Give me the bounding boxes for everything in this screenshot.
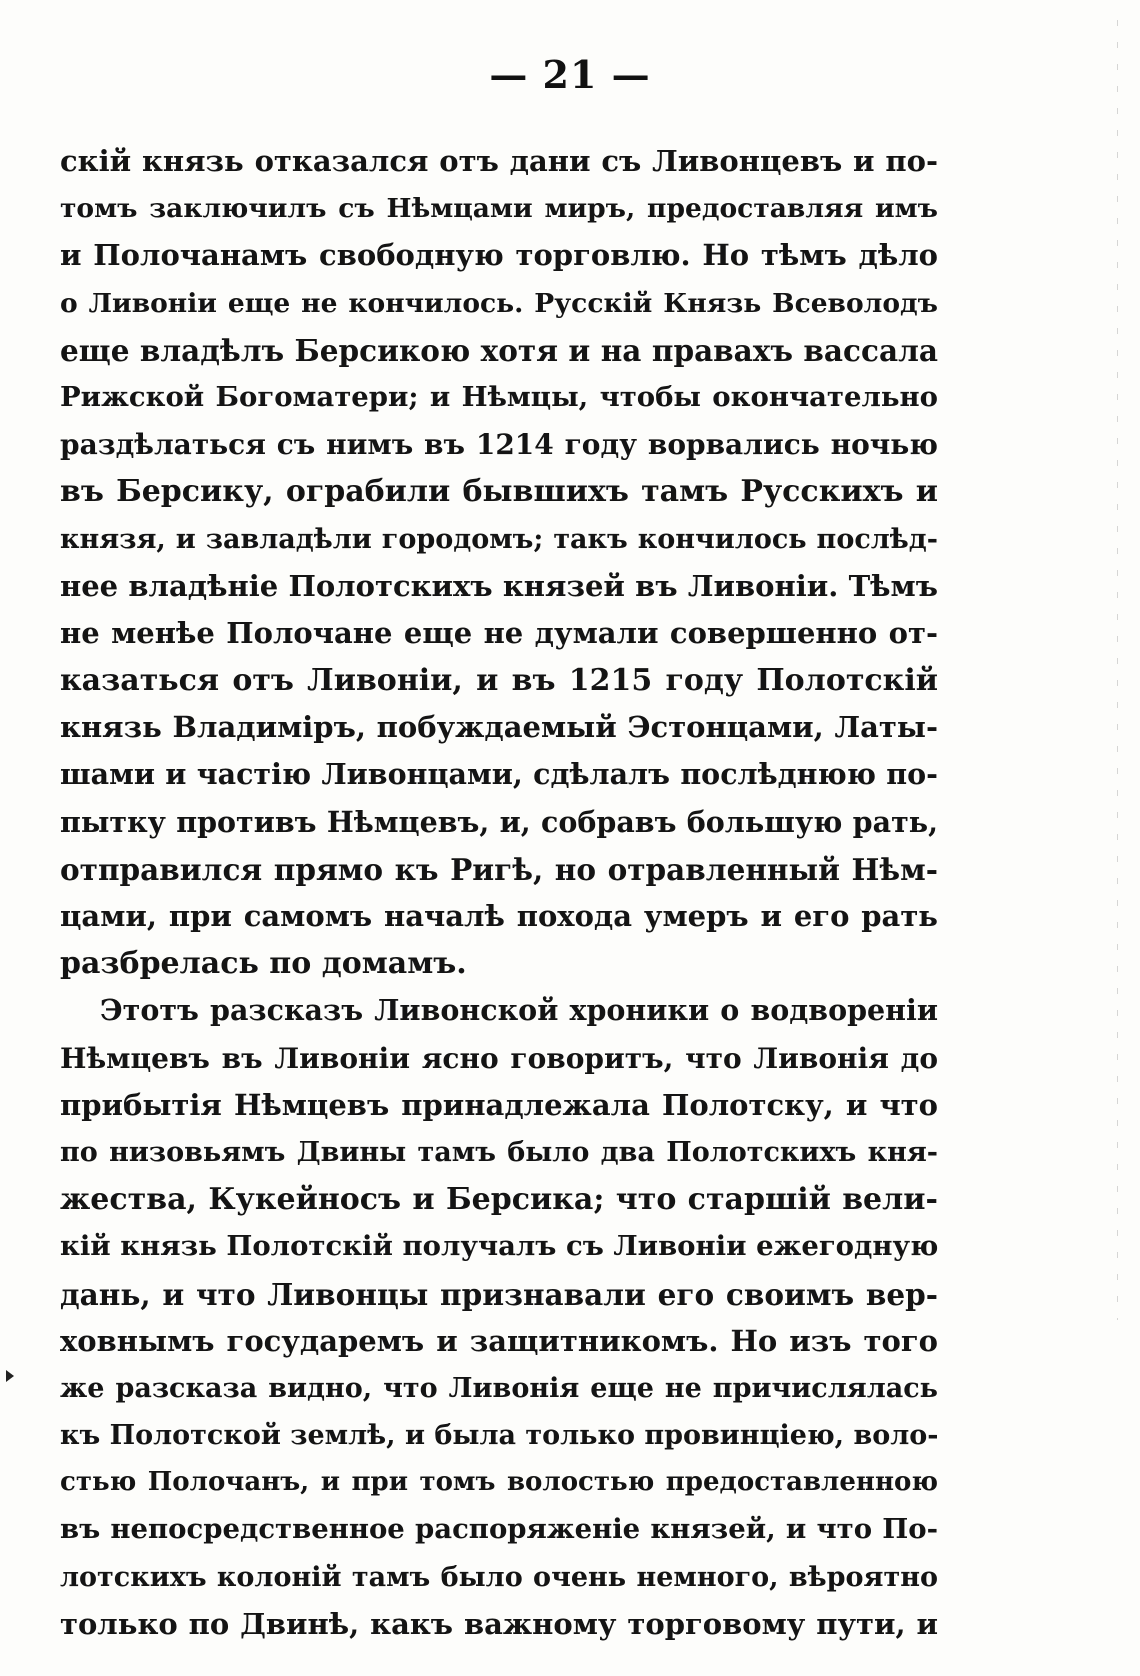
text-line: о Ливоніи еще не кончилось. Русскій Князь Всеволодъ [60,287,938,319]
text-line: еще владѣлъ Берсикою хотя и на правахъ вассала [60,332,938,368]
paragraph-first-line: Этотъ разсказъ Ливонской хроники о водвореніи [100,993,938,1028]
text-line: въ непосредственное распоряженіе князей, и что По- [60,1513,938,1546]
text-line: томъ заключилъ съ Нѣмцами миръ, предоставляя имъ [60,193,938,225]
text-line: въ Берсику, ограбили бывшихъ тамъ Русскихъ и [60,474,938,510]
text-line: и Полочанамъ свободную торговлю. Но тѣмъ дѣло [60,238,938,273]
text-line: князь Владиміръ, побуждаемый Эстонцами, Латы- [60,710,938,745]
text-line: лотскихъ колоній тамъ было очень немного, вѣроятно [60,1561,938,1593]
text-line: прибытія Нѣмцевъ принадлежала Полотску, и что [60,1087,938,1122]
text-line: цами, при самомъ началѣ похода умеръ и его рать [60,899,938,933]
text-line: Нѣмцевъ въ Ливоніи ясно говоритъ, что Ливонія до [60,1041,938,1075]
text-line: нее владѣніе Полотскихъ князей въ Ливоніи. Тѣмъ [60,568,938,603]
text-line: раздѣлаться съ нимъ въ 1214 году ворвались ночью [60,428,938,462]
text-line: скій князь отказался отъ дани съ Ливонцевъ и по- [60,144,938,178]
page-number: — 21 — [489,52,651,97]
text-line: же разсказа видно, что Ливонія еще не причислялась [60,1372,938,1404]
text-line: князя, и завладѣли городомъ; такъ кончилось послѣд- [60,523,938,555]
text-line: Рижской Богоматери; и Нѣмцы, чтобы окончательно [60,380,938,413]
text-line: жества, Кукейносъ и Берсика; что старшій вели- [60,1182,938,1218]
page-body-text [60,138,938,1648]
text-line: не менѣе Полочане еще не думали совершенно от- [60,615,938,650]
paragraph-last-line: разбрелась по домамъ. [60,946,467,982]
text-line: по низовьямъ Двины тамъ было два Полотскихъ кня- [60,1136,938,1168]
text-line: стью Полочанъ, и при томъ волостью предоставленною [60,1467,938,1498]
text-line: казаться отъ Ливоніи, и въ 1215 году Полотскій [60,663,938,699]
text-line: пытку противъ Нѣмцевъ, и, собравъ большую рать, [60,804,938,839]
text-line: только по Двинѣ, какъ важному торговому пути, и [60,1606,938,1641]
margin-arrow-icon [6,1370,14,1382]
text-line: къ Полотской землѣ, и была только провинціею, воло- [60,1420,939,1452]
text-line: шами и частію Ливонцами, сдѣлалъ послѣднюю по- [60,757,938,792]
text-line: кій князь Полотскій получалъ съ Ливоніи ежегодную [60,1230,939,1263]
text-line: ховнымъ государемъ и защитникомъ. Но изъ того [60,1323,938,1358]
text-line: дань, и что Ливонцы признавали его своимъ вер- [60,1276,938,1312]
scan-edge-line [1117,20,1118,1320]
text-line: отправился прямо къ Ригѣ, но отравленный Нѣм- [60,851,938,887]
